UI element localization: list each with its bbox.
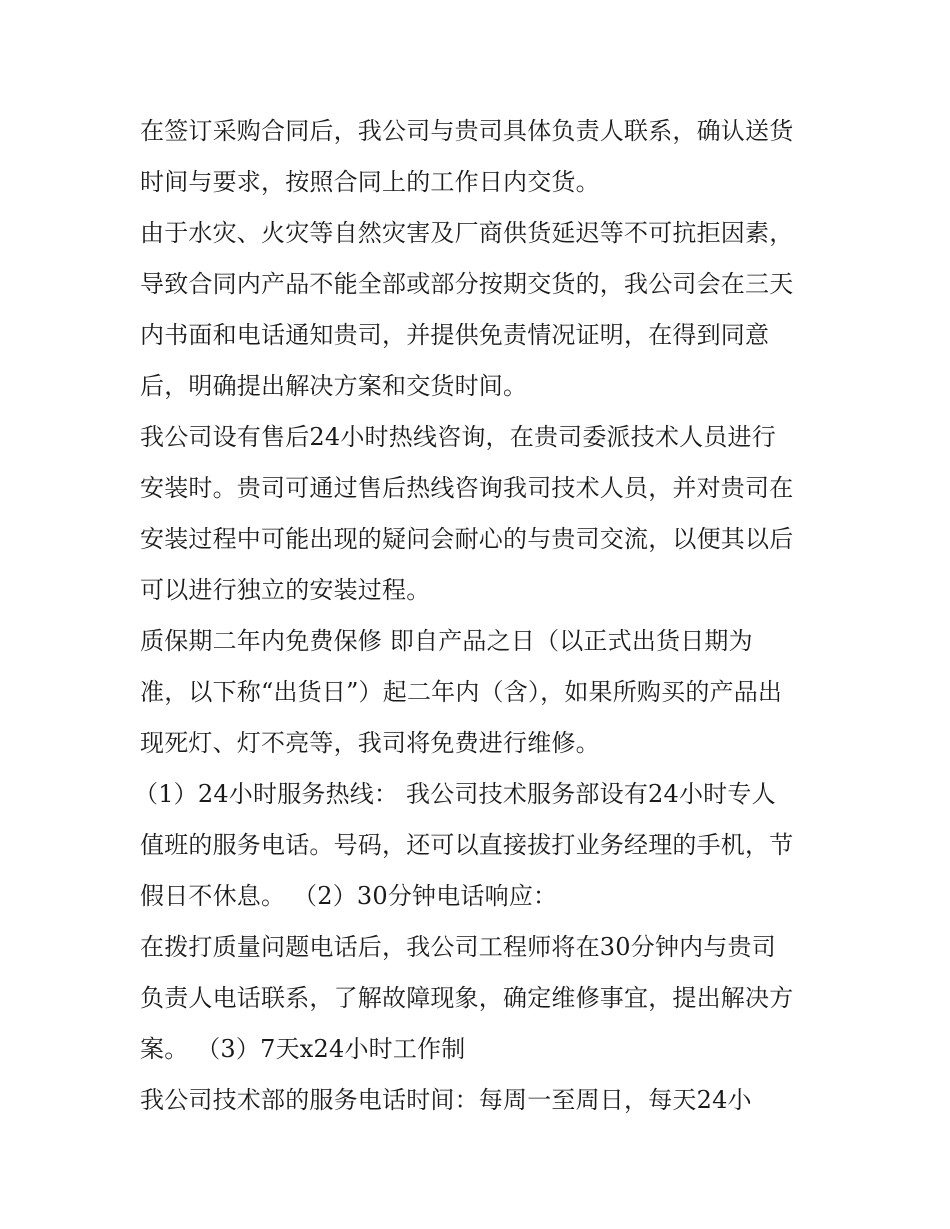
document-body <box>134 106 820 1126</box>
text-line: 在签订采购合同后，我公司与贵司具体负责人联系，确认送货 <box>140 117 794 145</box>
text-line: 内书面和电话通知贵司，并提供免责情况证明，在得到同意 <box>140 321 770 349</box>
text-line: 安装时。贵司可通过售后热线咨询我司技术人员，并对贵司在 <box>140 474 794 502</box>
text-line: 现死灯、灯不亮等，我司将免费进行维修。 <box>140 729 600 757</box>
text-line: 在拨打质量问题电话后，我公司工程师将在30分钟内与贵司 <box>140 933 776 961</box>
text-line: 质保期二年内免费保修 即自产品之日（以正式出货日期为 <box>140 627 753 655</box>
text-line: 假日不休息。 （2）30分钟电话响应： <box>140 882 558 910</box>
text-line: 由于水灾、火灾等自然灾害及厂商供货延迟等不可抗拒因素， <box>140 219 794 247</box>
text-line: 我公司技术部的服务电话时间：每周一至周日，每天24小 <box>140 1086 752 1114</box>
text-line: 时间与要求，按照合同上的工作日内交货。 <box>140 168 600 196</box>
text-line: 导致合同内产品不能全部或部分按期交货的，我公司会在三天 <box>140 270 794 298</box>
text-line: 安装过程中可能出现的疑问会耐心的与贵司交流，以便其以后 <box>140 525 794 553</box>
text-line: 案。 （3）7天x24小时工作制 <box>140 1035 466 1063</box>
text-line: 后，明确提出解决方案和交货时间。 <box>140 372 528 400</box>
text-line: 负责人电话联系，了解故障现象，确定维修事宜，提出解决方 <box>140 984 794 1012</box>
text-line: 可以进行独立的安装过程。 <box>140 576 431 604</box>
text-line: 值班的服务电话。号码，还可以直接拔打业务经理的手机，节 <box>140 831 794 859</box>
text-line: （1）24小时服务热线： 我公司技术服务部设有24小时专人 <box>134 780 776 808</box>
text-line: 准，以下称“出货日”）起二年内（含），如果所购买的产品出 <box>140 678 783 706</box>
text-line: 我公司设有售后24小时热线咨询，在贵司委派技术人员进行 <box>140 423 776 451</box>
